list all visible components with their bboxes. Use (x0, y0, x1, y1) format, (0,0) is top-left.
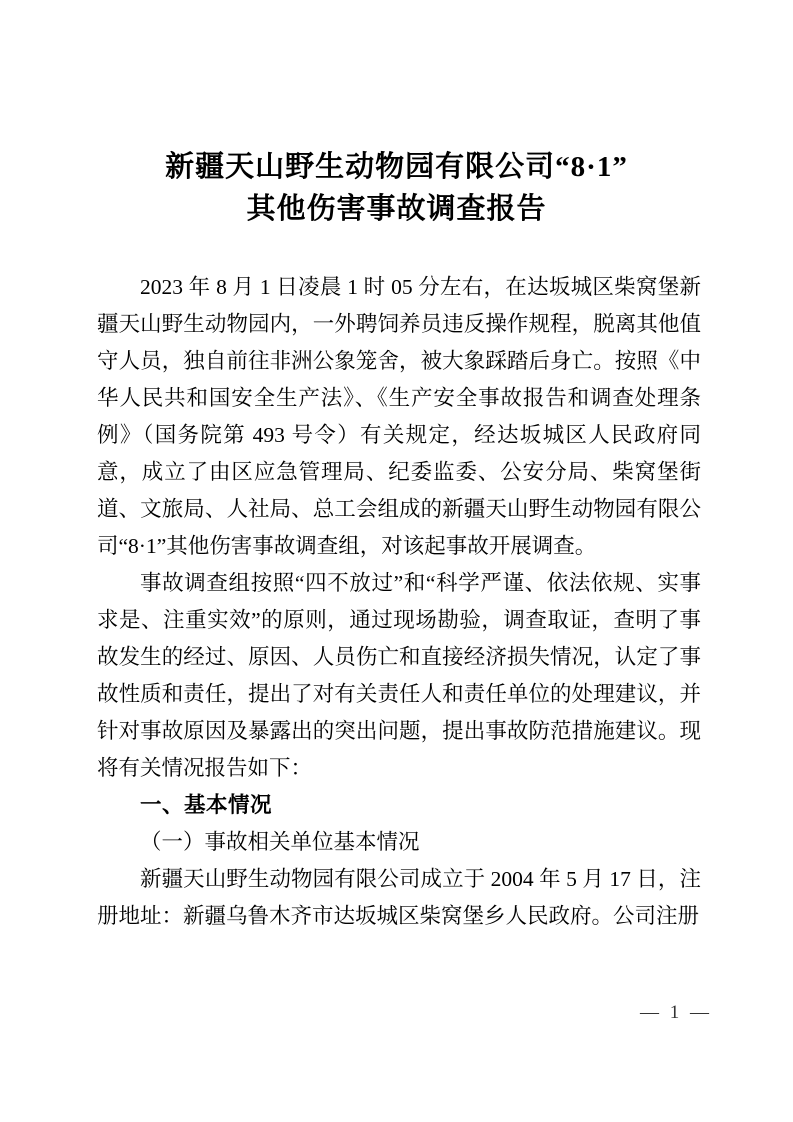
document-title-line1: 新疆天山野生动物园有限公司“8·1” (165, 151, 628, 183)
subsection-heading-unit-basic-info: （一）事故相关单位基本情况 (140, 830, 420, 854)
document-title-line2: 其他伤害事故调查报告 (246, 193, 547, 225)
paragraph-investigation-principles: 事故调查组按照“四不放过”和“科学严谨、依法依规、实事求是、注重实效”的原则，通过现场勘验，调查取证，查明了事故发生的经过、原因、人员伤亡和直接经济损失情况，认定了事故性质和责任，提出了对有关责任人和责任单位的处理建议，并针对事故原因及暴露出的突出问题，提出事故防范措施建议。现将有关情况报告如下： (97, 571, 701, 780)
document-body (97, 269, 701, 935)
document-title (0, 146, 793, 230)
paragraph-company-registration: 新疆天山野生动物园有限公司成立于 2004 年 5 月 17 日，注册地址：新疆乌鲁木齐市达坂城区柴窝堡乡人民政府。公司注册 (97, 867, 701, 928)
section-heading-basic-info: 一、基本情况 (140, 793, 273, 817)
page-number: — 1 — (640, 1002, 712, 1023)
paragraph-accident-overview: 2023 年 8 月 1 日凌晨 1 时 05 分左右，在达坂城区柴窝堡新疆天山野生动物园内，一外聘饲养员违反操作规程，脱离其他值守人员，独自前往非洲公象笼舍，被大象踩踏后身亡。按照《中华人民共和国安全生产法》、《生产安全事故报告和调查处理条例》（国务院第 493 号令）有关规定，经达坂城区人民政府同意，成立了由区应急管理局、纪委监委、公安分局、柴窝堡街道、文旅局、人社局、总工会组成的新疆天山野生动物园有限公司“8·1”其他伤害事故调查组，对该起事故开展调查。 (97, 275, 701, 558)
